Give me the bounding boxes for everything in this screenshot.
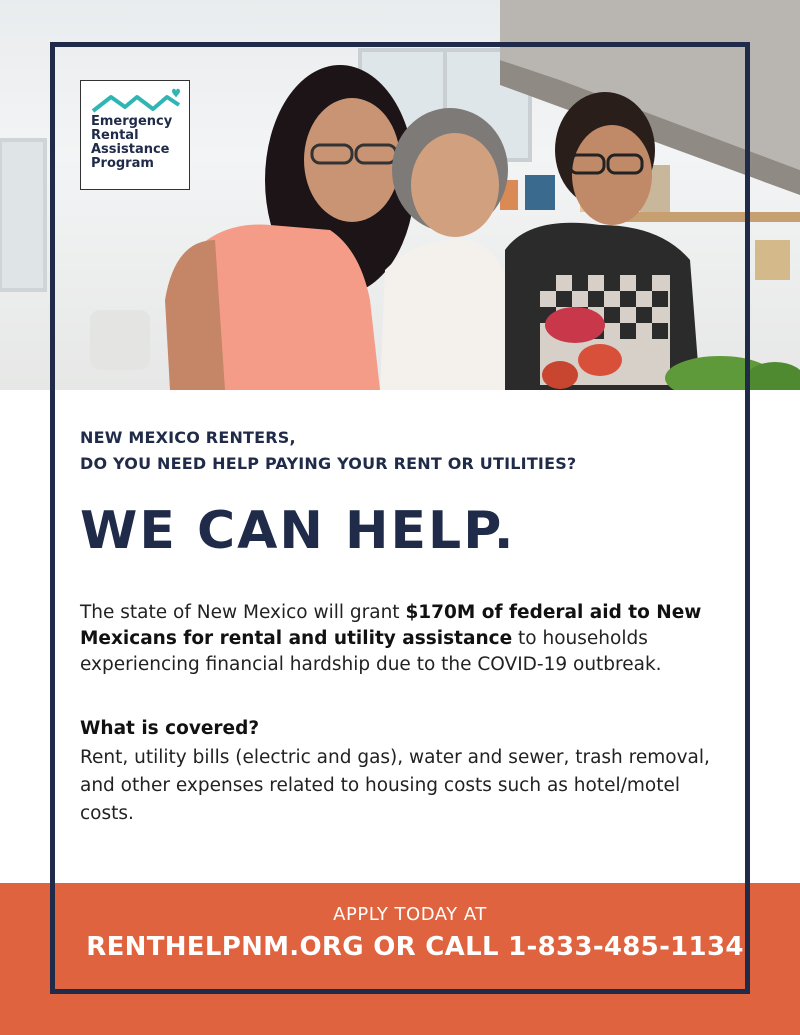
intro-text-end: to households experiencing financial hardship due to the COVID-19 outbreak.: [80, 628, 662, 675]
main-heading: WE CAN HELP.: [80, 501, 516, 561]
sub-heading: [80, 425, 740, 477]
covered-title: What is covered?: [80, 718, 260, 739]
apply-label: APPLY TODAY AT: [333, 904, 487, 925]
house-roof-logo-icon: [89, 87, 185, 117]
logo-text: [91, 115, 187, 171]
intro-paragraph: [80, 600, 730, 678]
logo-line-2: Rental: [91, 128, 139, 143]
logo-line-3: Assistance: [91, 142, 170, 157]
logo-line-4: Program: [91, 156, 154, 171]
sub-heading-line-1: NEW MEXICO RENTERS,: [80, 428, 296, 447]
sub-heading-line-2: DO YOU NEED HELP PAYING YOUR RENT OR UTILITIES?: [80, 454, 577, 473]
intro-text-start: The state of New Mexico will grant: [80, 602, 406, 623]
kitchen-scene-illustration: [0, 0, 800, 390]
covered-text: Rent, utility bills (electric and gas), water and sewer, trash removal, and other expenses related to housing costs such as hotel/motel costs.: [80, 747, 710, 824]
program-logo: [80, 80, 190, 190]
contact-info[interactable]: RENTHELPNM.ORG OR CALL 1-833-485-1134: [86, 932, 744, 962]
intro-text-bold: $170M of federal aid to New Mexicans for rental and utility assistance: [80, 602, 702, 649]
hero-photo: [0, 0, 800, 390]
logo-line-1: Emergency: [91, 114, 173, 129]
